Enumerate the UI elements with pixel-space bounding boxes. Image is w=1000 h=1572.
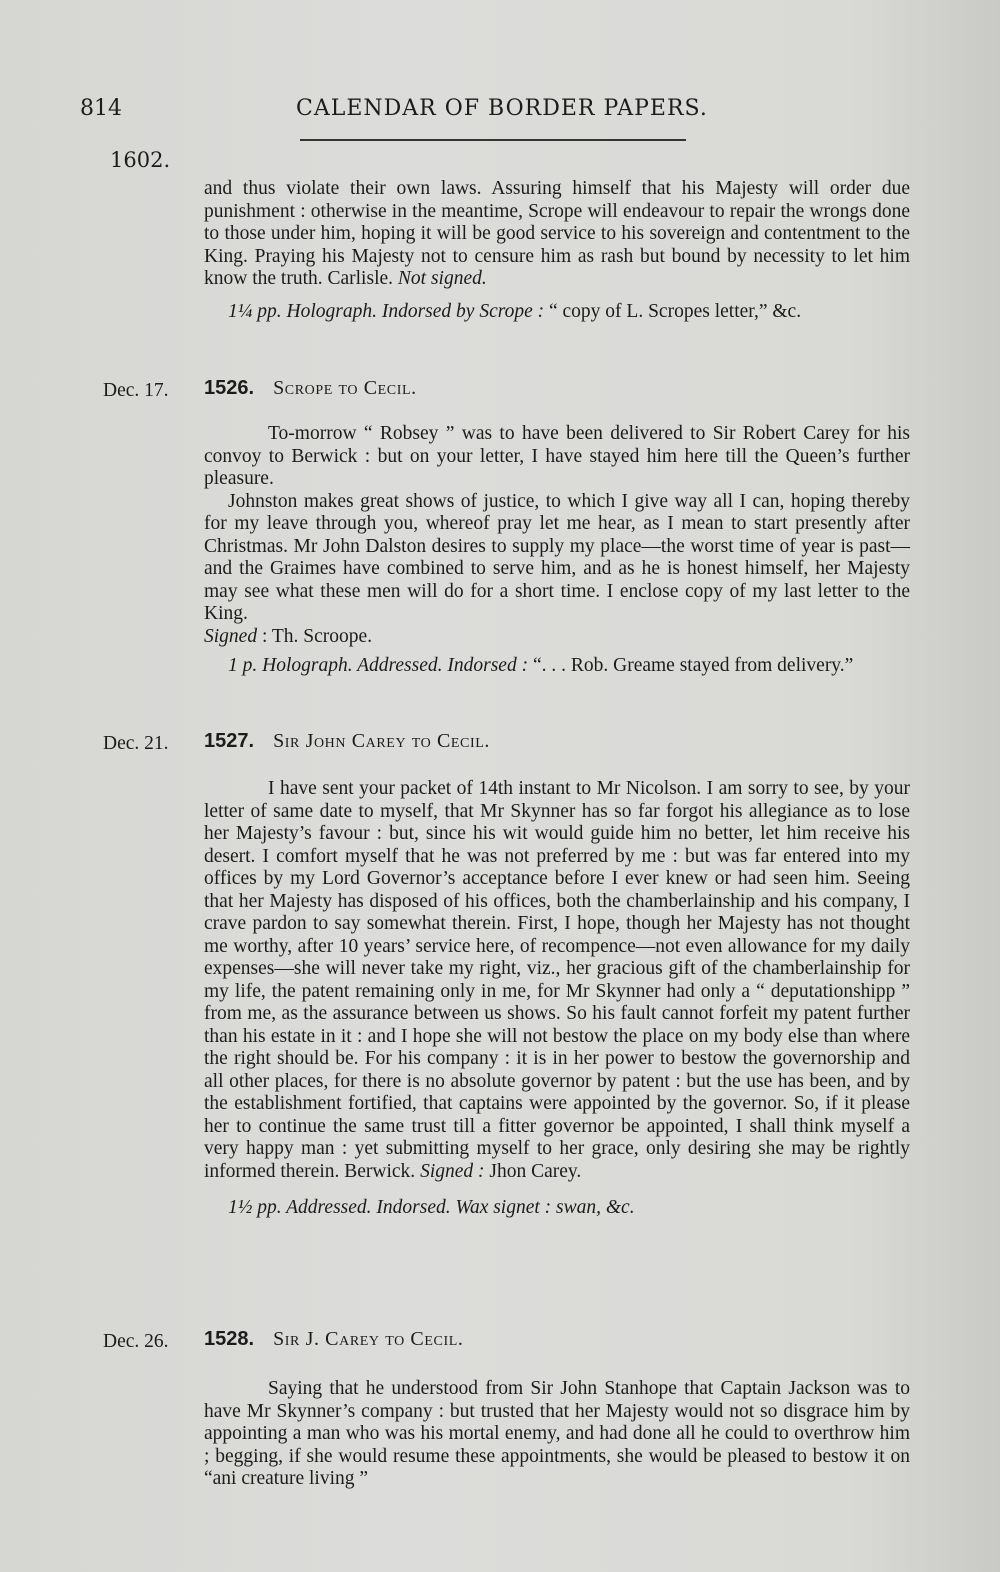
header-rule <box>300 139 686 141</box>
year-label: 1602. <box>110 148 171 172</box>
entry-note: 1½ pp. Addressed. Indorsed. Wax signet : swan, &c. <box>228 1197 635 1218</box>
signed-label: Signed <box>204 625 258 647</box>
entry-heading <box>204 1328 463 1351</box>
entry-note-post: “. . . Rob. Greame stayed from delivery.” <box>532 655 854 676</box>
entry-heading <box>204 730 490 753</box>
continuation-sign: Not signed. <box>397 268 487 289</box>
entry-number: 1527. <box>204 730 255 752</box>
entry-paragraph <box>204 778 910 1183</box>
entry-note <box>204 655 910 678</box>
entry-date: Dec. 17. <box>103 380 169 401</box>
page-header <box>80 96 900 136</box>
continuation-note-pre: 1¼ pp. Holograph. Indorsed by Scrope : <box>228 300 545 322</box>
entry-date: Dec. 26. <box>103 1331 169 1352</box>
signed-name: Jhon Carey. <box>489 1160 582 1182</box>
continuation-note <box>204 301 910 324</box>
entry-body <box>204 1378 910 1491</box>
entry-body <box>204 423 910 678</box>
entry-date: Dec. 21. <box>103 733 169 754</box>
entry-signature <box>204 626 910 649</box>
entry-heading <box>204 377 417 400</box>
entry-body <box>204 778 910 1220</box>
signed-label: Signed : <box>420 1160 485 1182</box>
entry-number: 1528. <box>204 1328 255 1350</box>
running-title: CALENDAR OF BORDER PAPERS. <box>296 96 708 121</box>
entry-paragraph: Saying that he understood from Sir John Stanhope that Captain Jackson was to have Mr Skynner’s company : but trusted that her Majesty would not so disgrace him by appointing a man who was his mortal enemy, and had done all he could to overthrow him ; begging, if she would resume these appointments, she would be pleased to bestow it on “ani creature living ” <box>204 1378 910 1489</box>
entry-number: 1526. <box>204 377 255 399</box>
continuation-paragraph <box>204 178 910 291</box>
continuation-block <box>204 178 910 323</box>
entry-paragraph: To-morrow “ Robsey ” was to have been delivered to Sir Robert Carey for his convoy to Berwick : but on your letter, I have stayed him here till the Queen’s further pleasure. <box>204 423 910 489</box>
continuation-note-post: “ copy of L. Scropes letter,” &c. <box>549 300 802 322</box>
page-number: 814 <box>80 96 122 121</box>
continuation-text: and thus violate their own laws. Assuring himself that his Majesty will order due punishment : otherwise in the meantime, Scrope will endeavour to repair the wrongs done to those under him, hoping it will be good service to his sovereign and contentment to the King. Praying his Majesty not to censure him as rash but bound by necessity to let him know the truth. Carlisle. <box>204 178 910 289</box>
entry-note-pre: 1 p. Holograph. Addressed. Indorsed : <box>228 655 529 676</box>
entry-paragraph: Johnston makes great shows of justice, to which I give way all I can, hoping thereby for my leave through you, whereof pray let me hear, as I mean to start presently after Christmas. Mr John Dalston desires to supply my place—the worst time of year is past—and the Graimes have combined to serve him, and as he is honest himself, her Majesty may see what these men will do for a short time. I enclose copy of my last letter to the King. <box>204 490 910 624</box>
signed-name: : Th. Scroope. <box>261 625 373 647</box>
entry-title: Sir J. Carey to Cecil. <box>273 1328 464 1350</box>
entry-title: Scrope to Cecil. <box>273 377 417 399</box>
entry-title: Sir John Carey to Cecil. <box>273 730 491 752</box>
entry-paragraph-text: I have sent your packet of 14th instant to Mr Nicolson. I am sorry to see, by your letter of same date to myself, that Mr Skynner has so far forgot his allegiance as to lose her Majesty’s favour : but, since his wit would guide him no better, let him receive his desert. I comfort myself that he was not preferred by me : but was far entered into my offices by my Lord Governor’s acceptance before I ever knew or had seen him. Seeing that her Majesty has disposed of his offices, both the chamberlainship and his company, I crave pardon to say somewhat therein. First, I hope, though her Majesty has not thought me worthy, after 10 years’ service here, of recompence—not even allowance for my daily expenses—she will never take my right, viz., her gracious gift of the chamberlainship for my life, the patent remaining only in me, for Mr Skynner had only a “ deputationshipp ” from me, as the assurance between us shows. So his fault cannot forfeit my patent further than his estate in it : and I hope she will not bestow the place on my body else than where the right should be. For his company : it is in her power to bestow the governorship and all other places, for there is no absolute governor by patent : but the use has been, and by the establishment fortified, that captains were appointed by the governor. So, if it please her to continue the same trust till a fitter governor be appointed, I shall think myself a very happy man : yet submitting myself to her grace, only desiring she may be rightly informed therein. Berwick. <box>204 778 910 1182</box>
